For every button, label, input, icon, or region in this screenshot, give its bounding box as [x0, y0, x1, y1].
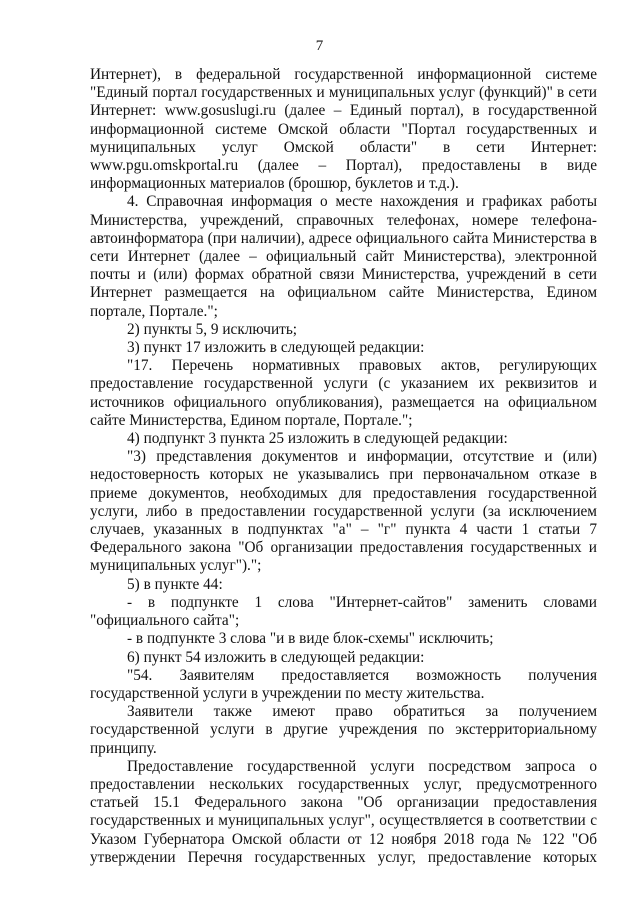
paragraph-item-17: "17. Перечень нормативных правовых актов, регулирующих предоставление государственной услуги (с указанием их реквизитов и источников официального опубликования), размещается на официальном сайте Министерства, Едином портале, Портале.";: [90, 357, 597, 429]
paragraph-item-4: 4. Справочная информация о месте нахождения и графиках работы Министерства, учреждений, справочных телефонах, номере телефона-автоинформатора (при наличии), адресе официального сайта Министерства в сети Интернет (далее – официальный сайт Министерства), электронной почты и (или) формах обратной связи Министерства, учреждений в сети Интернет размещается на официальном сайте Министерства, Едином портале, Портале.";: [90, 193, 597, 320]
paragraph-amendment-6: 6) пункт 54 изложить в следующей редакции:: [127, 648, 425, 666]
document-body: [90, 66, 597, 867]
paragraph-amendment-3: 3) пункт 17 изложить в следующей редакции:: [127, 339, 425, 357]
page-number: 7: [315, 38, 324, 54]
paragraph-continuation: Интернет), в федеральной государственной информационной системе "Единый портал государственных и муниципальных услуг (функций)" в сети Интернет: www.gosuslugi.ru (далее – Единый портал), в государственной информационной системе Омской области "Портал государственных и муниципальных услуг Омской области" в сети Интернет: www.pgu.omskportal.ru (далее – Портал), предоставлены в виде информационных материалов (брошюр, буклетов и т.д.).: [90, 66, 597, 193]
paragraph-amendment-5: 5) в пункте 44:: [127, 575, 223, 593]
paragraph-complex-request: Предоставление государственной услуги посредством запроса о предоставлении нескольких государственных услуг, предусмотренного статьей 15.1 Федерального закона "Об организации предоставления государственных и муниципальных услуг", осуществляется в соответствии с Указом Губернатора Омской области от 12 ноября 2018 года № 122 "Об утверждении Перечня государственных услуг, предоставление которых: [90, 757, 597, 866]
paragraph-amendment-5-a: - в подпункте 1 слова "Интернет-сайтов" заменить словами "официального сайта";: [90, 593, 597, 630]
paragraph-amendment-2: 2) пункты 5, 9 исключить;: [127, 320, 298, 338]
paragraph-subitem-3: "3) представления документов и информации, отсутствие и (или) недостоверность которых не указывались при первоначальном отказе в приеме документов, необходимых для предоставления государственной услуги, либо в предоставлении государственной услуги (за исключением случаев, указанных в подпунктах "а" – "г" пункта 4 части 1 статьи 7 Федерального закона "Об организации предоставления государственных и муниципальных услуг").";: [90, 448, 597, 575]
paragraph-amendment-4: 4) подпункт 3 пункта 25 изложить в следующей редакции:: [127, 430, 508, 448]
paragraph-extraterritorial: Заявители также имеют право обратиться за получением государственной услуги в другие учреждения по экстерриториальному принципу.: [90, 703, 597, 757]
paragraph-amendment-5-b: - в подпункте 3 слова "и в виде блок-схемы" исключить;: [127, 630, 494, 648]
paragraph-item-54: "54. Заявителям предоставляется возможность получения государственной услуги в учреждении по месту жительства.: [90, 666, 597, 702]
